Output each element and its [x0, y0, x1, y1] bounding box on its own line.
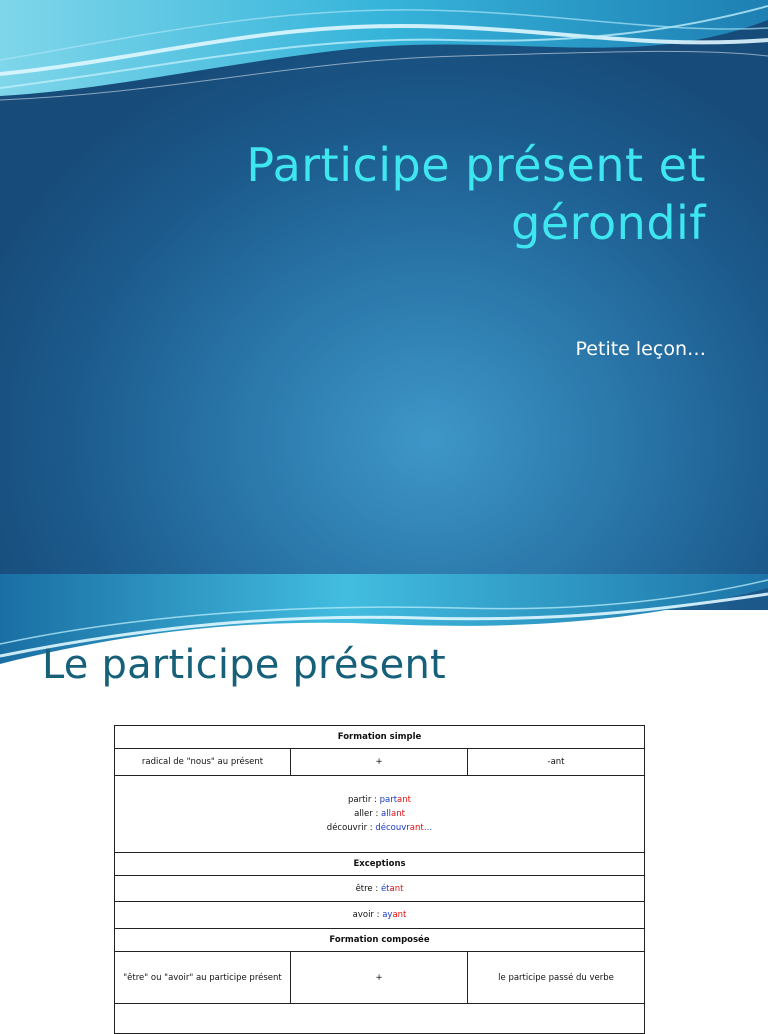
formation-simple-header: Formation simple: [115, 726, 645, 749]
exception-cell: [115, 902, 645, 929]
table-row: [115, 853, 645, 876]
table-row: [115, 929, 645, 952]
formation-composee-past-participle: le participe passé du verbe: [468, 952, 645, 1004]
examples-cell: [115, 776, 645, 853]
example-verb: découvrir: [326, 823, 368, 833]
example-separator: :: [372, 809, 382, 819]
table-row: [115, 952, 645, 1004]
exception-verb: être: [355, 883, 373, 894]
example-ending: ant: [390, 809, 405, 819]
formation-composee-header: Formation composée: [115, 929, 645, 952]
formation-simple-radical: radical de "nous" au présent: [115, 749, 291, 776]
formation-composee-plus: +: [291, 952, 468, 1004]
presentation-title: [146, 136, 706, 252]
title-line-1: Participe présent et: [246, 138, 706, 192]
example-ending: ant: [397, 795, 411, 805]
example-verb: aller: [354, 809, 373, 819]
participle-table: [114, 725, 645, 1034]
example-stem: part: [379, 795, 398, 805]
exceptions-header: Exceptions: [115, 853, 645, 876]
exception-cell: [115, 876, 645, 902]
formation-simple-plus: +: [291, 749, 468, 776]
example-separator: :: [371, 795, 380, 805]
example-stem: all: [381, 809, 391, 819]
exception-ending: ant: [389, 883, 404, 894]
presentation-subtitle: Petite leçon…: [575, 338, 706, 360]
table-row: [115, 876, 645, 902]
exception-verb: avoir: [352, 910, 374, 920]
table-row: [115, 749, 645, 776]
formation-simple-ending: -ant: [468, 749, 645, 776]
empty-cell: [115, 1004, 645, 1034]
table-row: [115, 902, 645, 929]
example-line: [119, 821, 640, 835]
example-ellipsis: …: [423, 823, 433, 833]
table-row: [115, 776, 645, 853]
table-row: [115, 1004, 645, 1034]
example-line: [119, 793, 640, 807]
table-row: [115, 726, 645, 749]
formation-composee-auxiliary: "être" ou "avoir" au participe présent: [115, 952, 291, 1004]
exception-separator: :: [372, 883, 381, 894]
exception-stem: ay: [382, 910, 393, 920]
exception-separator: :: [373, 910, 383, 920]
slide2-heading: Le participe présent: [42, 642, 446, 688]
example-separator: :: [367, 823, 376, 833]
example-stem: découvr: [375, 823, 410, 833]
title-line-2: gérondif: [511, 196, 706, 250]
exception-ending: ant: [392, 910, 407, 920]
example-ending: ant: [409, 823, 424, 833]
exception-stem: ét: [380, 883, 390, 894]
example-line: [119, 807, 640, 821]
example-verb: partir: [348, 795, 372, 805]
